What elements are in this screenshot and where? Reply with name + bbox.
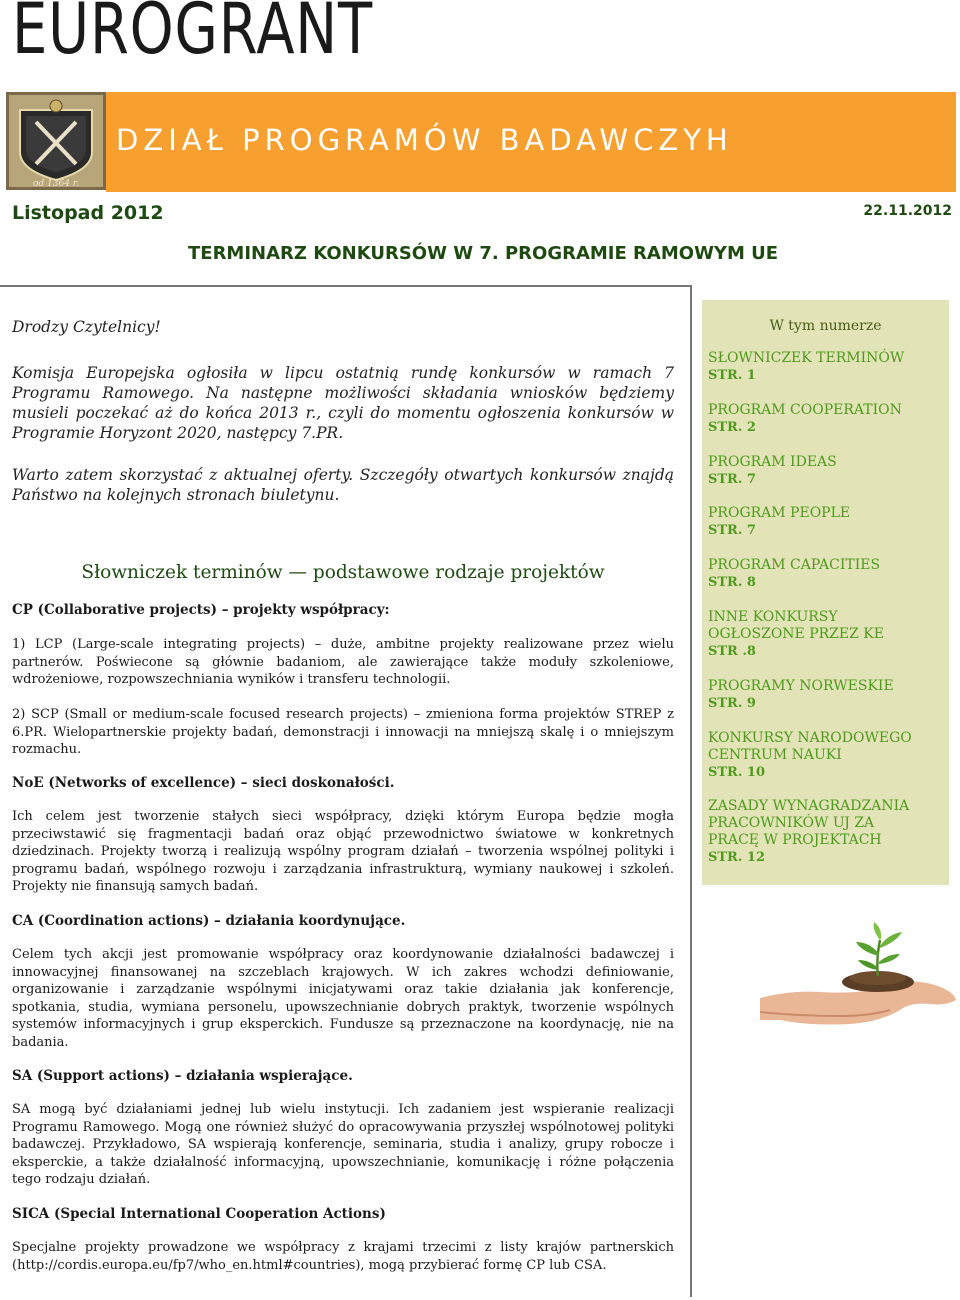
banner-title: DZIAŁ PROGRAMÓW BADAWCZYH [116,123,733,157]
toc-item-salaries[interactable] [708,798,928,866]
noe-paragraph [12,808,674,896]
toc-item-page: STR .8 [708,644,756,659]
toc-item-page: STR. 2 [708,420,756,435]
intro-paragraph-1 [12,363,674,443]
toc-item-label: PROGRAM COOPERATION [708,402,902,418]
toc-item-label: SŁOWNICZEK TERMINÓW [708,350,905,366]
hand-with-sprout-image [760,920,960,1035]
toc-item-other-calls[interactable] [708,609,938,660]
toc-title: W tym numerze [769,318,882,334]
cp-paragraph-1 [12,636,674,689]
issue-label: Listopad 2012 [12,202,164,224]
toc-item-capacities[interactable] [708,557,944,591]
intro-text-2: Warto zatem skorzystać z aktualnej oferty. Szczegóły otwartych konkursów znajdą Państwo na kolejnych stronach biuletynu. [12,466,674,504]
svg-text:od 1364 r.: od 1364 r. [33,179,79,189]
intro-text-1: Komisja Europejska ogłosiła w lipcu ostatnią rundę konkursów w ramach 7 Programu Ramowego. Na następne możliwości składania wniosków będziemy musieli poczekać aż do końca 2013 r., czyli do momentu ogłoszenia konkursów w Programie Horyzont 2020, następcy 7.PR. [12,364,674,442]
toc-item-label: PROGRAM CAPACITIES [708,557,881,573]
toc-item-page: STR. 7 [708,523,756,538]
noe-text: Ich celem jest tworzenie stałych sieci współpracy, dzięki którym Europa będzie mogła przeciwstawić się fragmentacji badań oraz objąć przewodnictwo światowe w konkretnych dziedzinach. Projekty tworzą i realizują wspólny program działań – tworzenia wspólnej polityki i programu badań, wspólnego rozwoju i zarządzania infrastrukturą, wymiany naukowej i szkoleń. Projekty nie finansują samych badań. [12,809,674,894]
toc-item-page: STR. 1 [708,368,756,383]
toc-item-label: KONKURSY NARODOWEGO CENTRUM NAUKI [708,730,912,763]
toc-item-ideas[interactable] [708,454,944,488]
sa-text: SA mogą być działaniami jednej lub wielu instytucji. Ich zadaniem jest wspieranie realizacji Programu Ramowego. Mogą one również służyć do opracowywania przyszłej wspólnotowej polityki badawczej. Przykładowo, SA wspierają konferencje, seminaria, studia i analizy, grupy robocze i eksperckie, a także działalność informacyjną, upowszechnianie, komunikację i różne połączenia tego rodzaju działań. [12,1102,674,1187]
sica-text: Specjalne projekty prowadzone we współpracy z krajami trzecimi z listy krajów partnerskich (http://cordis.europa.eu/fp7/who_en.html#countries), mogą przybierać formę CP lub CSA. [12,1240,674,1273]
cp-text-1: 1) LCP (Large-scale integrating projects) – duże, ambitne projekty realizowane przez wielu partnerów. Poświecone są głównie badaniom, ale zawierające także moduły szkoleniowe, wdrożeniowe, rozpowszechniania wyników i transferu technologii. [12,637,674,687]
toc-item-page: STR. 12 [708,850,766,865]
toc-item-page: STR. 8 [708,575,756,590]
cp-text-2: 2) SCP (Small or medium-scale focused research projects) – zmieniona forma projektów STREP z 6.PR. Wielopartnerskie projekty badań, demonstracji i innowacji na mniejszą skalę i o mniejszym rozmachu. [12,707,674,757]
toc-item-label: PROGRAMY NORWESKIE [708,678,894,694]
main-heading: TERMINARZ KONKURSÓW W 7. PROGRAMIE RAMOWYM UE [188,243,779,264]
toc-item-label: PROGRAM PEOPLE [708,505,851,521]
toc-item-glossary[interactable] [708,350,944,384]
toc-item-page: STR. 7 [708,472,756,487]
ca-paragraph [12,946,674,1051]
vertical-divider [690,285,692,1297]
toc-item-page: STR. 9 [708,696,756,711]
ca-text: Celem tych akcji jest promowanie współpracy oraz koordynowanie działalności badawczej i innowacyjnej finansowanej na szczeblach krajowych. W ich zakres wchodzi definiowanie, organizowanie i zarządzanie wspólnymi inicjatywami oraz takie działania jak konferencje, spotkania, studia, wymiana personelu, upowszechnianie dobrych praktyk, tworzenie wspólnych systemów informacyjnych i grup eksperckich. Fundusze są przeznaczone na koordynację, nie na badania. [12,947,674,1050]
brand-title: EUROGRANT [12,0,374,70]
toc-item-label: ZASADY WYNAGRADZANIA PRACOWNIKÓW UJ ZA PRACĘ W PROJEKTACH [708,798,910,848]
sa-paragraph [12,1101,674,1189]
noe-title: NoE (Networks of excellence) – sieci doskonałości. [12,775,395,791]
issue-date: 22.11.2012 [863,203,952,219]
glossary-title: Słowniczek terminów — podstawowe rodzaje projektów [81,562,605,583]
toc-item-people[interactable] [708,505,944,539]
toc-item-label: PROGRAM IDEAS [708,454,837,470]
toc-item-page: STR. 10 [708,765,766,780]
intro-paragraph-2 [12,465,674,505]
toc-item-norwegian[interactable] [708,678,944,712]
sica-title: SICA (Special International Cooperation Actions) [12,1206,386,1222]
ca-title: CA (Coordination actions) – działania koordynujące. [12,913,406,929]
greeting: Drodzy Czytelnicy! [12,318,161,336]
sa-title: SA (Support actions) – działania wspierające. [12,1068,353,1084]
toc-item-label: INNE KONKURSY OGŁOSZONE PRZEZ KE [708,609,884,642]
cp-paragraph-2 [12,706,674,759]
sica-paragraph [12,1239,674,1274]
toc-item-ncn[interactable] [708,730,918,781]
emblem-logo [6,92,106,190]
horizontal-divider [0,285,690,287]
cp-title: CP (Collaborative projects) – projekty współpracy: [12,602,390,618]
toc-item-cooperation[interactable] [708,402,944,436]
